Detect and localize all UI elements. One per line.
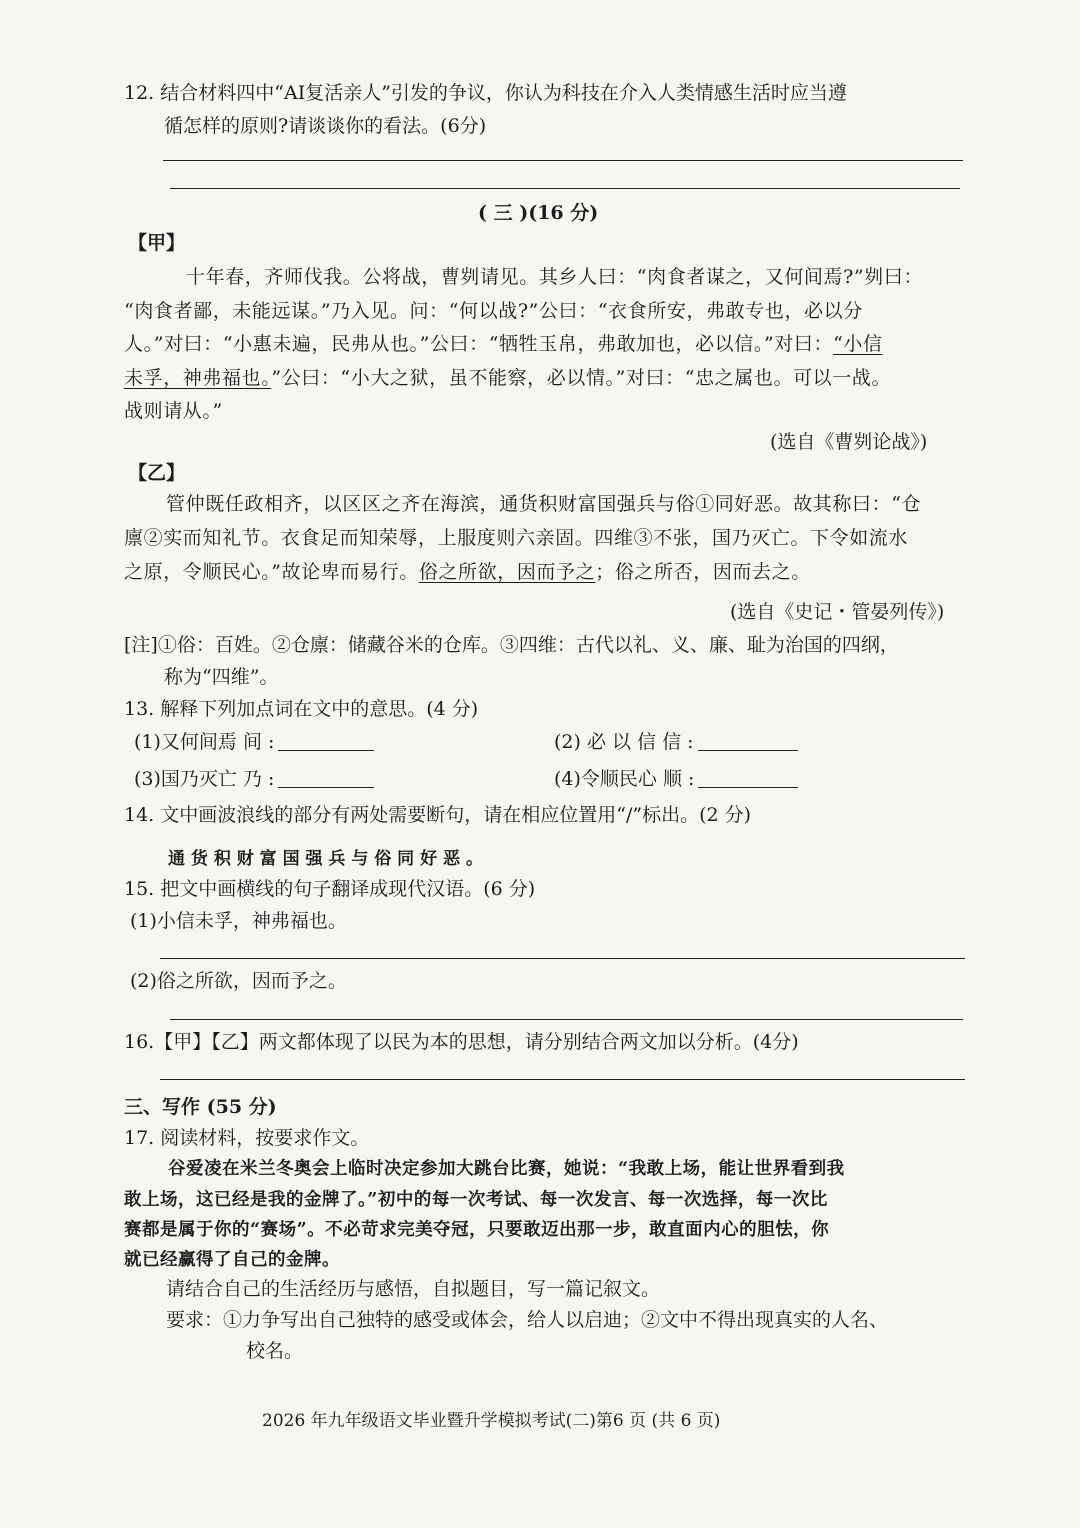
question-12-line1: 12. 结合材料四中“AI复活亲人”引发的争议，你认为科技在介入人类情感生活时应当遵 [124, 82, 847, 104]
section-3-header: ( 三 )(16 分) [478, 202, 599, 224]
answer-line-15-2[interactable] [170, 1019, 963, 1020]
writing-task: 请结合自己的生活经历与感悟，自拟题目，写一篇记叙文。 [166, 1278, 661, 1300]
question-13-item4-label: (4)令顺民心 顺 : [554, 768, 695, 790]
question-13-item4 [554, 764, 798, 791]
passage-jia-line5: 战则请从。” [124, 400, 223, 422]
answer-blank-13-2[interactable] [698, 731, 798, 751]
underlined-sentence-yi: 俗之所欲，因而予之 [418, 561, 596, 583]
page-footer: 2026 年九年级语文毕业暨升学模拟考试(二)第6 页 (共 6 页) [262, 1411, 721, 1431]
question-17-stem: 17. 阅读材料，按要求作文。 [124, 1127, 370, 1149]
writing-requirement-line1: 要求：①力争写出自己独特的感受或体会，给人以启迪；②文中不得出现真实的人名、 [166, 1309, 889, 1331]
passage-yi-line3-end: ；俗之所否，因而去之。 [595, 561, 811, 583]
passage-jia-line4 [124, 363, 891, 390]
writing-requirement-line2: 校名。 [246, 1340, 304, 1362]
answer-line-16[interactable] [160, 1079, 965, 1080]
question-12-line2: 循怎样的原则?请谈谈你的看法。(6分) [164, 115, 487, 137]
passage-jia-line1: 十年春，齐师伐我。公将战，曹刿请见。其乡人曰：“肉食者谋之，又何间焉?”刿曰： [186, 266, 924, 288]
answer-blank-13-1[interactable] [278, 731, 374, 751]
answer-line-12a[interactable] [163, 160, 963, 161]
question-14-stem: 14. 文中画波浪线的部分有两处需要断句，请在相应位置用“/”标出。(2 分) [124, 804, 752, 826]
passage-jia-line3 [124, 329, 883, 356]
passage-yi-line2: 廪②实而知礼节。衣食足而知荣辱，上服度则六亲固。四维③不张，国乃灭亡。下令如流水 [124, 527, 909, 549]
writing-section-header: 三、写作 (55 分) [124, 1096, 277, 1118]
question-13-stem: 13. 解释下列加点词在文中的意思。(4 分) [124, 698, 479, 720]
question-13-item1-label: (1)又何间焉 间 : [134, 731, 275, 753]
answer-line-15-1[interactable] [160, 958, 965, 959]
passage-jia-source: (选自《曹刿论战》) [770, 431, 928, 453]
question-14-sentence: 通 货 积 财 富 国 强 兵 与 俗 同 好 恶 。 [168, 849, 483, 869]
passage-jia-label: 【甲】 [128, 232, 186, 254]
notes-line2: 称为“四维”。 [164, 666, 279, 688]
passage-yi-line3-text: 之原，令顺民心。”故论卑而易行。 [124, 561, 419, 583]
answer-blank-13-3[interactable] [278, 768, 374, 788]
question-15-stem: 15. 把文中画横线的句子翻译成现代汉语。(6 分) [124, 878, 536, 900]
question-13-item3 [134, 764, 374, 791]
passage-yi-line3 [124, 557, 811, 584]
underlined-sentence-part1: “小信 [833, 333, 883, 355]
passage-yi-source: (选自《史记・管晏列传》) [730, 601, 945, 623]
question-15-item1: (1)小信未孚，神弗福也。 [130, 910, 347, 932]
question-13-item2 [554, 727, 798, 754]
passage-jia-line2: “肉食者鄙，未能远谋。”乃入见。问：“何以战?”公曰：“衣食所安，弗敢专也，必以分 [124, 300, 863, 322]
writing-material-line2: 敢上场，这已经是我的金牌了。”初中的每一次考试、每一次发言、每一次选择，每一次比 [124, 1190, 828, 1210]
answer-blank-13-4[interactable] [698, 768, 798, 788]
writing-material-line4: 就已经赢得了自己的金牌。 [124, 1250, 340, 1270]
question-16-stem: 16.【甲】【乙】两文都体现了以民为本的思想，请分别结合两文加以分析。(4分) [124, 1031, 799, 1053]
writing-material-line1: 谷爱凌在米兰冬奥会上临时决定参加大跳台比赛，她说：“我敢上场，能让世界看到我 [168, 1159, 845, 1179]
writing-material-line3: 赛都是属于你的“赛场”。不必苛求完美夺冠，只要敢迈出那一步，敢直面内心的胆怯，你 [124, 1220, 830, 1240]
passage-jia-line3-text: 人。”对曰：“小惠未遍，民弗从也。”公曰：“牺牲玉帛，弗敢加也，必以信。”对曰： [124, 333, 834, 355]
question-15-item2: (2)俗之所欲，因而予之。 [130, 970, 347, 992]
notes-line1: [注]①俗：百姓。②仓廪：储藏谷米的仓库。③四维：古代以礼、义、廉、耻为治国的四纲， [124, 634, 899, 656]
passage-jia-line4-text: ”公曰：“小大之狱，虽不能察，必以情。”对曰：“忠之属也。可以一战。 [271, 367, 892, 389]
underlined-sentence-part2: 未孚，神弗福也。 [124, 367, 272, 389]
passage-yi-line1: 管仲既任政相齐，以区区之齐在海滨，通货积财富国强兵与俗①同好恶。故其称曰：“仓 [166, 493, 922, 515]
passage-yi-label: 【乙】 [128, 462, 186, 484]
question-13-item3-label: (3)国乃灭亡 乃 : [134, 768, 275, 790]
question-13-item1 [134, 727, 374, 754]
question-13-item2-label: (2) 必 以 信 信 : [554, 731, 694, 753]
answer-line-12b[interactable] [170, 188, 960, 189]
